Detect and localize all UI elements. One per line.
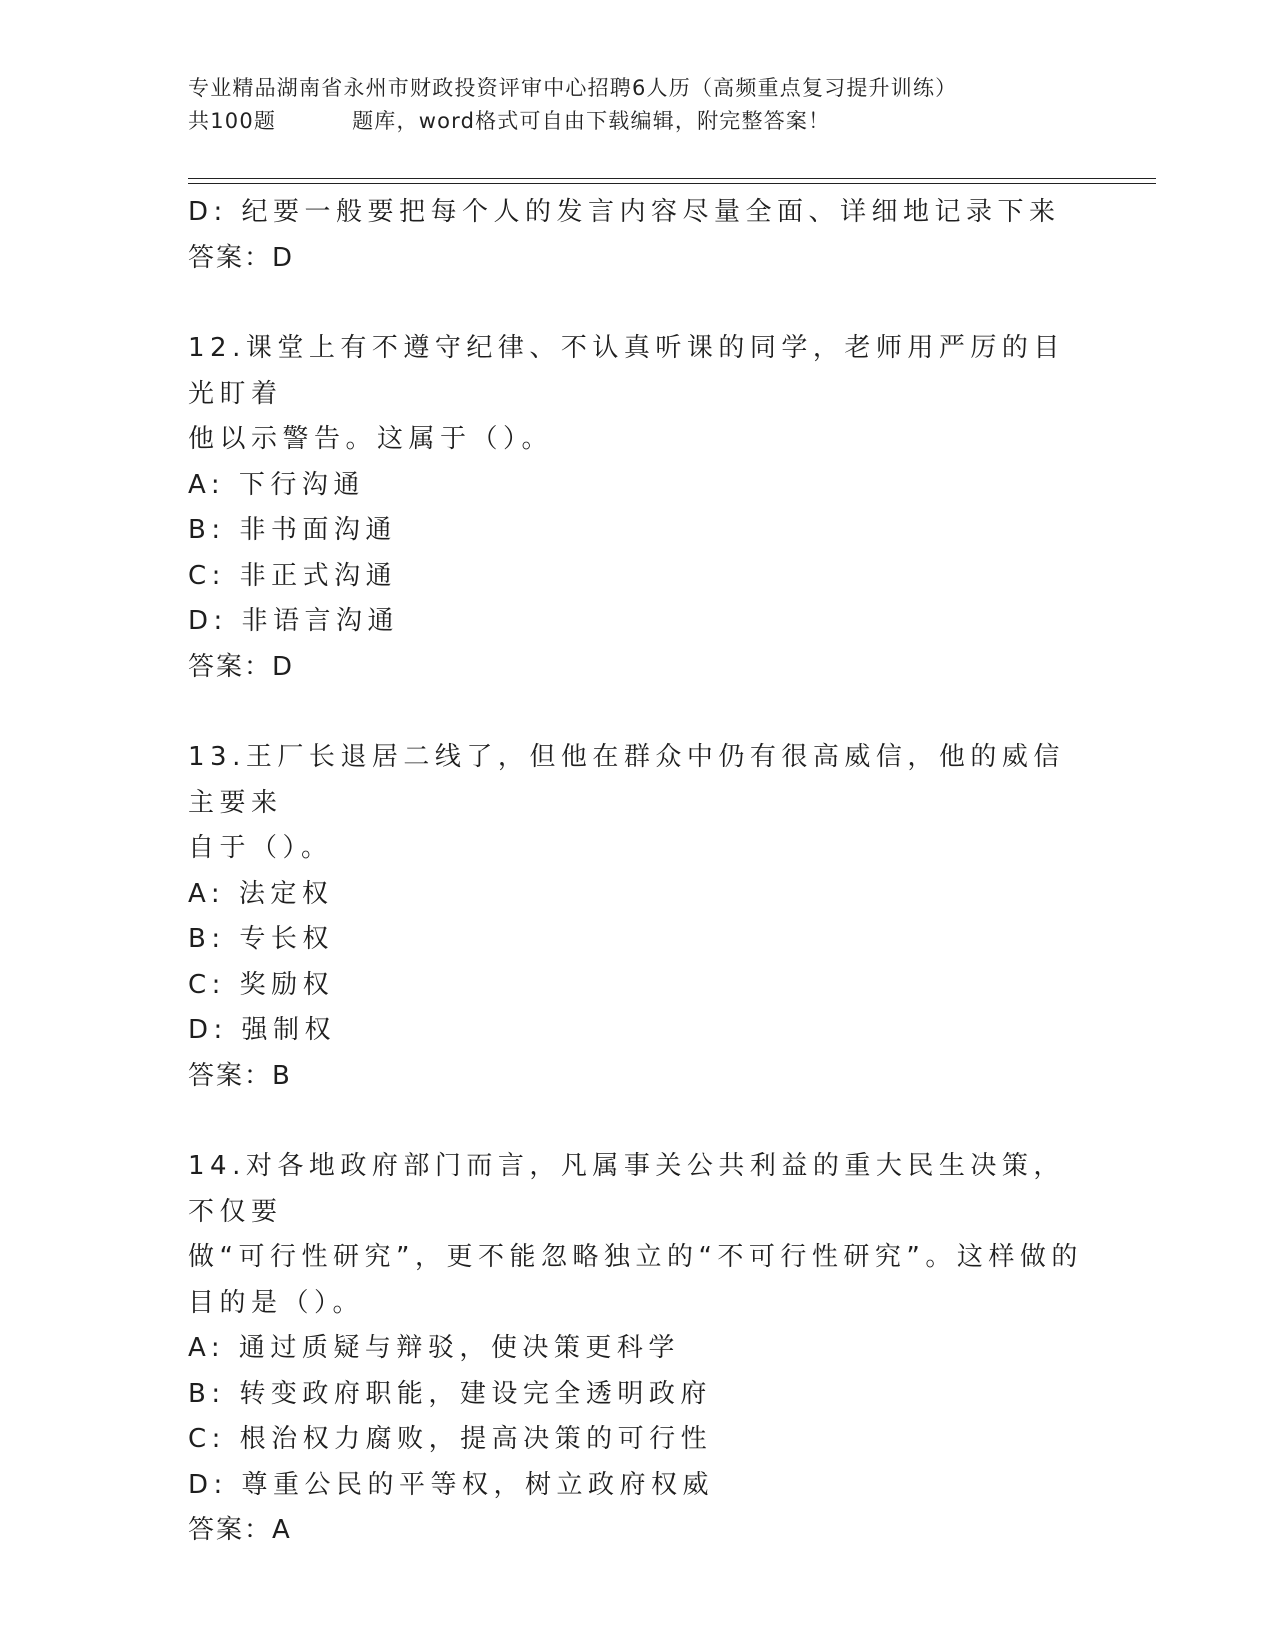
- header-description: 题库，word格式可自由下载编辑，附完整答案！: [352, 109, 831, 133]
- option-d: D: 纪要一般要把每个人的发言内容尽量全面、详细地记录下来: [188, 197, 1061, 227]
- header-divider-bottom: [188, 183, 1156, 184]
- question-stem: 他以示警告。这属于（）。: [188, 424, 554, 454]
- question-stem: 13.王厂长退居二线了，但他在群众中仍有很高威信，他的威信主要来: [188, 742, 1065, 818]
- answer-line: 答案：D: [188, 651, 295, 682]
- question-stem: 自于（）。: [188, 833, 333, 863]
- option-a: A: 法定权: [188, 878, 334, 909]
- option-c: C: 非正式沟通: [188, 560, 398, 591]
- previous-question-tail: [188, 190, 1088, 281]
- document-header: [188, 72, 1088, 138]
- question-stem: 12.课堂上有不遵守纪律、不认真听课的同学，老师用严厉的目光盯着: [188, 333, 1065, 409]
- option-a: A: 通过质疑与辩驳，使决策更科学: [188, 1333, 680, 1363]
- option-b: B: 转变政府职能，建设完全透明政府: [188, 1378, 712, 1409]
- answer-line: 答案：D: [188, 242, 295, 273]
- question-list: [188, 190, 1088, 1554]
- question-stem: 14.对各地政府部门而言，凡属事关公共利益的重大民生决策，不仅要: [188, 1151, 1065, 1227]
- header-question-count: 共100题: [188, 109, 277, 133]
- question-13: [188, 735, 1088, 1099]
- option-a: A: 下行沟通: [188, 469, 365, 500]
- option-b: B: 专长权: [188, 924, 334, 954]
- question-stem: 目的是（）。: [188, 1287, 365, 1318]
- option-c: C: 根治权力腐败，提高决策的可行性: [188, 1424, 713, 1454]
- option-d: D: 非语言沟通: [188, 606, 400, 636]
- option-d: D: 尊重公民的平等权，树立政府权威: [188, 1469, 715, 1500]
- question-12: [188, 326, 1088, 690]
- option-b: B: 非书面沟通: [188, 515, 397, 545]
- option-d: D: 强制权: [188, 1015, 337, 1045]
- answer-line: 答案：A: [188, 1515, 292, 1545]
- question-14: [188, 1144, 1088, 1554]
- question-stem: 做“可行性研究”，更不能忽略独立的“不可行性研究”。这样做的: [188, 1242, 1083, 1272]
- answer-line: 答案：B: [188, 1060, 292, 1091]
- header-title: 专业精品湖南省永州市财政投资评审中心招聘6人历（高频重点复习提升训练）: [188, 76, 958, 100]
- header-subtitle: [188, 105, 1088, 138]
- header-divider-top: [188, 178, 1156, 179]
- option-c: C: 奖励权: [188, 969, 335, 1000]
